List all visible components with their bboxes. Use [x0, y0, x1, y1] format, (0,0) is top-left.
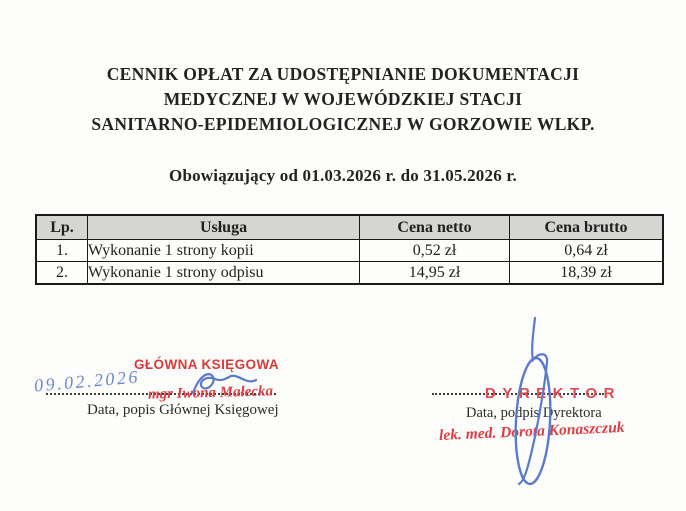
- accountant-role-stamp: GŁÓWNA KSIĘGOWA: [134, 357, 279, 372]
- price-table: [35, 214, 664, 285]
- cell-lp: 1.: [36, 240, 88, 262]
- accountant-signature-block: [30, 352, 322, 427]
- validity-line: Obowiązujący od 01.03.2026 r. do 31.05.2026 r.: [169, 166, 517, 185]
- cell-usluga: Wykonanie 1 strony kopii: [88, 240, 360, 262]
- header-cell-lp: Lp.: [36, 215, 88, 240]
- title-line-2: MEDYCZNEJ W WOJEWÓDZKIEJ STACJI: [163, 89, 523, 109]
- accountant-caption: Data, popis Głównej Księgowej: [87, 402, 279, 418]
- document-title: [0, 62, 686, 137]
- director-caption: Data, podpis Dyrektora: [466, 405, 602, 421]
- cell-brutto: 0,64 zł: [510, 240, 664, 262]
- title-line-1: CENNIK OPŁAT ZA UDOSTĘPNIANIE DOKUMENTACJI: [106, 64, 580, 84]
- cell-netto: 14,95 zł: [360, 262, 510, 285]
- table-row: [36, 240, 663, 262]
- cell-lp: 2.: [36, 262, 88, 285]
- header-cell-netto: Cena netto: [360, 215, 510, 240]
- table-header-row: [36, 215, 663, 240]
- director-role-stamp: DYREKTOR: [485, 385, 621, 402]
- director-signature-block: [425, 310, 665, 505]
- director-name-stamp: lek. med. Dorota Konaszczuk: [438, 418, 625, 445]
- cell-brutto: 18,39 zł: [510, 262, 664, 285]
- accountant-signature-scribble: [190, 367, 260, 401]
- handwritten-date: 09.02.2026: [33, 366, 141, 396]
- header-cell-usluga: Usługa: [88, 215, 360, 240]
- cell-netto: 0,52 zł: [360, 240, 510, 262]
- director-signature-scribble: [505, 316, 565, 494]
- accountant-name-stamp: mgr Iwona Małecka: [147, 383, 274, 403]
- table-row: [36, 262, 663, 285]
- cell-usluga: Wykonanie 1 strony odpisu: [88, 262, 360, 285]
- title-line-3: SANITARNO-EPIDEMIOLOGICZNEJ W GORZOWIE WLKP.: [91, 114, 595, 134]
- header-cell-brutto: Cena brutto: [510, 215, 664, 240]
